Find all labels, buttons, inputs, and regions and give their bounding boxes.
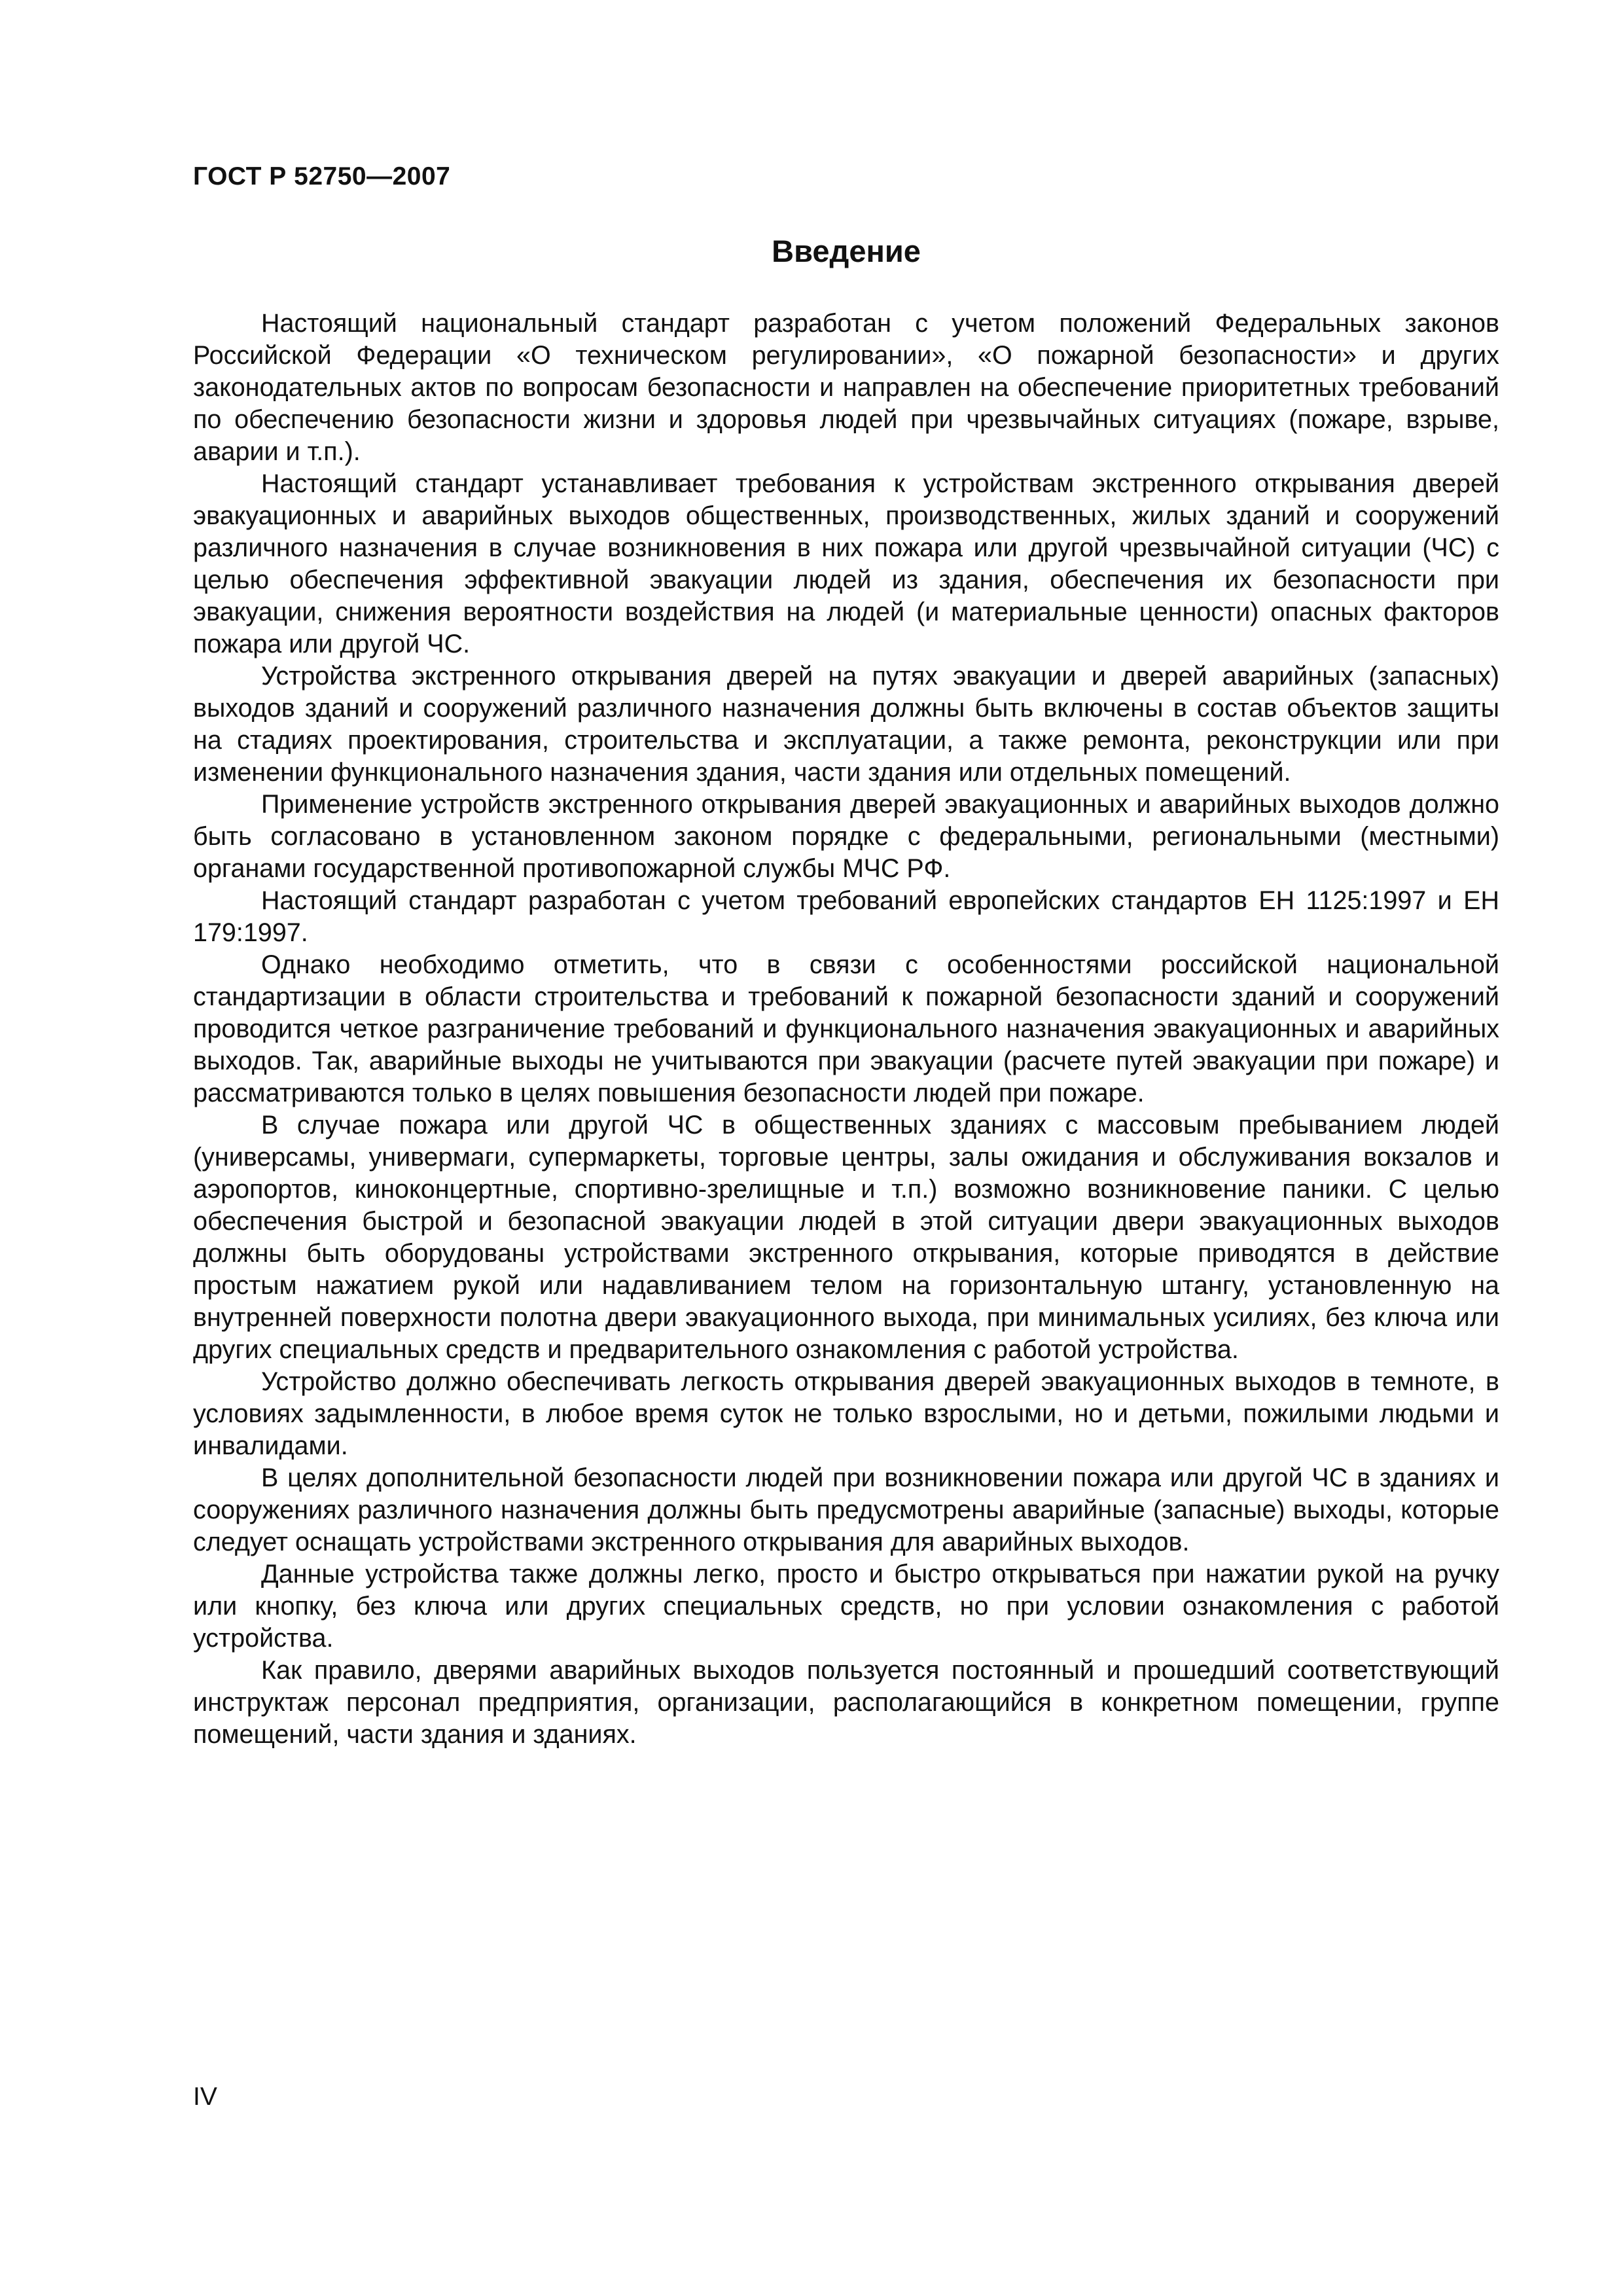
paragraph: Настоящий стандарт разработан с учетом требований европейских стандартов ЕН 1125:1997 и ЕН 179:1997. — [193, 886, 1499, 947]
paragraph: Применение устройств экстренного открывания дверей эвакуационных и аварийных выходов должно быть согласовано в установленном законом порядке с федеральными, региональными (местными) органами государственной противопожарной службы МЧС РФ. — [193, 790, 1499, 883]
paragraph: В случае пожара или другой ЧС в общественных зданиях с массовым пребыванием людей (универсамы, универмаги, супермаркеты, торговые центры, залы ожидания и обслуживания вокзалов и аэропортов, киноконцертные, спортивно-зрелищные и т.п.) возможно возникновение паники. С целью обеспечения быстрой и безопасной эвакуации людей в этой ситуации двери эвакуационных выходов должны быть оборудованы устройствами экстренного открывания, которые приводятся в действие простым нажатием рукой или надавливанием телом на горизонтальную штангу, установленную на внутренней поверхности полотна двери эвакуационного выхода, при минимальных усилиях, без ключа или других специальных средств и предварительного ознакомления с работой устройства. — [193, 1111, 1499, 1364]
paragraph: Как правило, дверями аварийных выходов пользуется постоянный и прошедший соответствующий инструктаж персонал предприятия, организации, располагающийся в конкретном помещении, группе помещений, части здания и зданиях. — [193, 1656, 1499, 1749]
paragraph: В целях дополнительной безопасности людей при возникновении пожара или другой ЧС в зданиях и сооружениях различного назначения должны быть предусмотрены аварийные (запасные) выходы, которые следует оснащать устройствами экстренного открывания для аварийных выходов. — [193, 1463, 1499, 1556]
standard-designation: ГОСТ Р 52750—2007 — [193, 162, 451, 190]
section-title: Введение — [772, 234, 921, 268]
paragraph: Однако необходимо отметить, что в связи с особенностями российской национальной стандартизации в области строительства и требований к пожарной безопасности зданий и сооружений проводится четкое разграничение требований и функционального назначения эвакуационных и аварийных выходов. Так, аварийные выходы не учитываются при эвакуации (расчете путей эвакуации при пожаре) и рассматриваются только в целях повышения безопасности людей при пожаре. — [193, 950, 1499, 1107]
paragraph: Данные устройства также должны легко, просто и быстро открываться при нажатии рукой на ручку или кнопку, без ключа или других специальных средств, но при условии ознакомления с работой устройства. — [193, 1560, 1499, 1653]
paragraph: Устройства экстренного открывания дверей на путях эвакуации и дверей аварийных (запасных) выходов зданий и сооружений различного назначения должны быть включены в состав объектов защиты на стадиях проектирования, строительства и эксплуатации, а также ремонта, реконструкции или при изменении функционального назначения здания, части здания или отдельных помещений. — [193, 662, 1499, 787]
paragraph: Настоящий национальный стандарт разработан с учетом положений Федеральных законов Российской Федерации «О техническом регулировании», «О пожарной безопасности» и других законодательных актов по вопросам безопасности и направлен на обеспечение приоритетных требований по обеспечению безопасности жизни и здоровья людей при чрезвычайных ситуациях (пожаре, взрыве, аварии и т.п.). — [193, 309, 1499, 466]
paragraph: Настоящий стандарт устанавливает требования к устройствам экстренного открывания дверей эвакуационных и аварийных выходов общественных, производственных, жилых зданий и сооружений различного назначения в случае возникновения в них пожара или другой чрезвычайной ситуации (ЧС) с целью обеспечения эффективной эвакуации людей из здания, обеспечения их безопасности при эвакуации, снижения вероятности воздействия на людей (и материальные ценности) опасных факторов пожара или другой ЧС. — [193, 469, 1499, 658]
page-number: IV — [193, 2083, 217, 2111]
paragraph: Устройство должно обеспечивать легкость открывания дверей эвакуационных выходов в темноте, в условиях задымленности, в любое время суток не только взрослыми, но и детьми, пожилыми людьми и инвалидами. — [193, 1367, 1499, 1460]
introduction-body — [193, 308, 1499, 1751]
